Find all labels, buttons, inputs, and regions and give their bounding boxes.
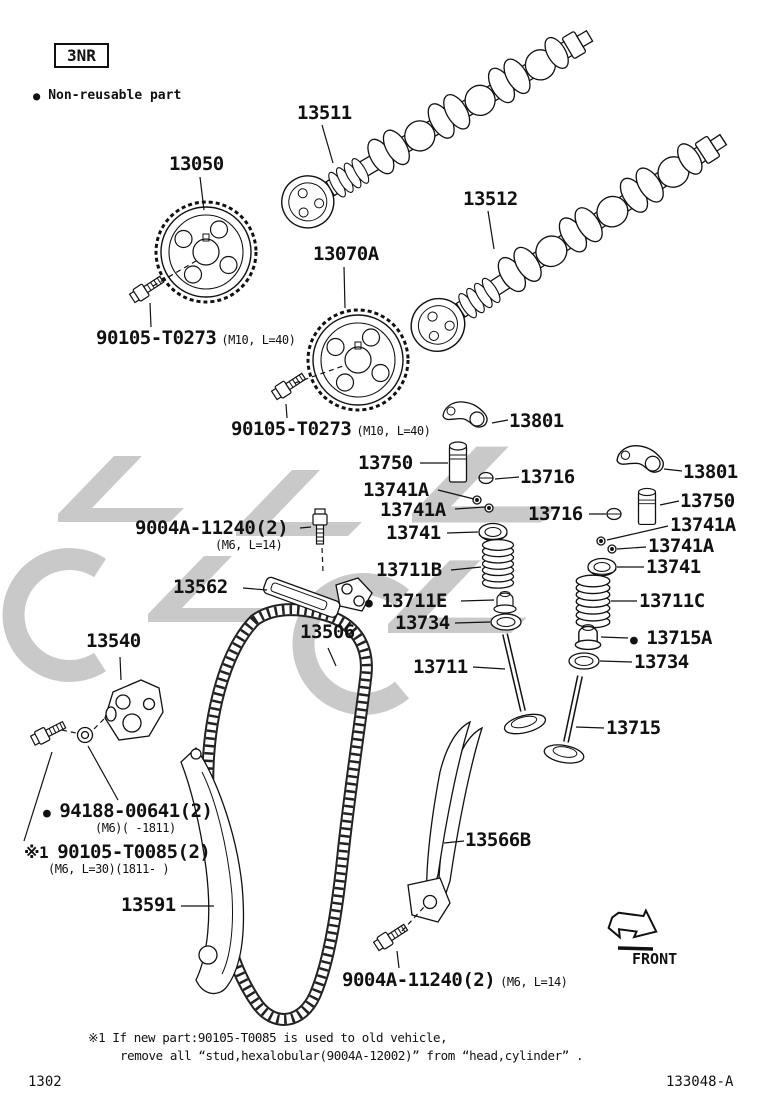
callout-90105-t0273-2: 90105-T0273 (M10, L=40)	[231, 418, 431, 440]
front-arrow-icon	[606, 899, 662, 950]
chain-tensioner	[105, 680, 163, 740]
callout-13741a-left-2: 13741A	[380, 499, 446, 521]
footnote-line-2: remove all “stud,hexalobular(9004A-12002)” from “head,cylinder” .	[120, 1048, 584, 1063]
exhaust-valve	[543, 676, 585, 766]
callout-13711e: ● 13711E	[365, 590, 447, 612]
chain-tensioner-arm	[408, 722, 482, 922]
engine-code-box: 3NR	[54, 43, 109, 68]
spring-retainer-left	[479, 524, 507, 541]
footnote-line-1: ※1 If new part:90105-T0085 is used to old vehicle,	[88, 1030, 448, 1045]
callout-13716-left: 13716	[520, 466, 575, 488]
valve-cap-left	[479, 473, 493, 484]
non-reusable-dot-icon: ●	[33, 88, 41, 103]
callout-13715a: ● 13715A	[630, 627, 712, 649]
lash-adjuster-left	[450, 442, 467, 482]
spring-washer-left	[491, 614, 521, 630]
front-label: FRONT	[632, 950, 678, 968]
legend-non-reusable	[33, 88, 181, 103]
bolt-t0273-1	[128, 273, 165, 304]
callout-13711c: 13711C	[639, 590, 705, 612]
bolt-t0273-2	[270, 370, 307, 401]
stud-94188	[78, 728, 93, 743]
vvt-sprocket-1	[156, 202, 256, 302]
page-number: 1302	[28, 1074, 62, 1090]
spring-washer-right	[569, 653, 599, 669]
callout-13512: 13512	[463, 188, 518, 210]
callout-13801-right: 13801	[683, 461, 738, 483]
callout-13562: 13562	[173, 576, 228, 598]
non-reusable-dot-icon: ●	[365, 596, 373, 611]
callout-13741a-right-2: 13741A	[648, 535, 714, 557]
callout-13734-left: 13734	[395, 612, 450, 634]
callout-13566b: 13566B	[465, 829, 531, 851]
callout-13741a-right-1: 13741A	[670, 514, 736, 536]
callout-9004a-11240-top: 9004A-11240(2) (M6, L=14)	[135, 517, 289, 552]
watermark	[14, 447, 557, 704]
valve-spring-intake	[482, 540, 513, 589]
callout-13741a-left-1: 13741A	[363, 479, 429, 501]
callout-9004a-11240-bottom: 9004A-11240(2) (M6, L=14)	[342, 969, 568, 991]
callout-13591: 13591	[121, 894, 176, 916]
callout-13734-right: 13734	[634, 651, 689, 673]
callout-13711b: 13711B	[376, 559, 442, 581]
lash-adjuster-right	[639, 488, 656, 524]
bolt-t0085	[30, 719, 68, 747]
callout-13506: 13506	[300, 621, 355, 643]
callout-13070a: 13070A	[313, 243, 379, 265]
callout-13715: 13715	[606, 717, 661, 739]
callout-13511: 13511	[297, 102, 352, 124]
stem-seal-exhaust	[575, 625, 600, 650]
callout-13741-left: 13741	[386, 522, 441, 544]
non-reusable-dot-icon: ●	[630, 633, 638, 648]
callout-90105-t0273-1: 90105-T0273 (M10, L=40)	[96, 327, 296, 349]
callout-13750-left: 13750	[358, 452, 413, 474]
callout-13750-right: 13750	[680, 490, 735, 512]
valve-keepers-right	[597, 537, 616, 553]
note-reference-mark: ※1	[24, 843, 49, 862]
note-reference-mark: ※1	[88, 1030, 106, 1045]
callout-13050: 13050	[169, 153, 224, 175]
camshaft-exhaust	[401, 118, 737, 362]
intake-valve	[503, 634, 548, 737]
bolt-11240-bottom	[372, 921, 409, 952]
figure-number: 133048-A	[666, 1074, 734, 1090]
legend-text: Non-reusable part	[48, 88, 182, 103]
valve-spring-exhaust	[576, 575, 610, 628]
rocker-arm-right	[617, 446, 663, 472]
callout-13711: 13711	[413, 656, 468, 678]
non-reusable-dot-icon: ●	[43, 806, 51, 821]
callout-94188-00641: ● 94188-00641(2) (M6)( -1811)	[43, 800, 213, 835]
valve-cap-right	[607, 509, 621, 520]
callout-90105-t0085: ※1 90105-T0085(2) (M6, L=30)(1811- )	[24, 841, 211, 876]
rocker-arm-left	[443, 402, 487, 427]
callout-13801-left: 13801	[509, 410, 564, 432]
callout-13716-center: 13716	[528, 503, 583, 525]
vvt-sprocket-2	[308, 310, 408, 410]
spring-retainer-right	[588, 559, 616, 576]
callout-13741-right: 13741	[646, 556, 701, 578]
callout-13540: 13540	[86, 630, 141, 652]
stem-seal-intake	[494, 592, 516, 614]
